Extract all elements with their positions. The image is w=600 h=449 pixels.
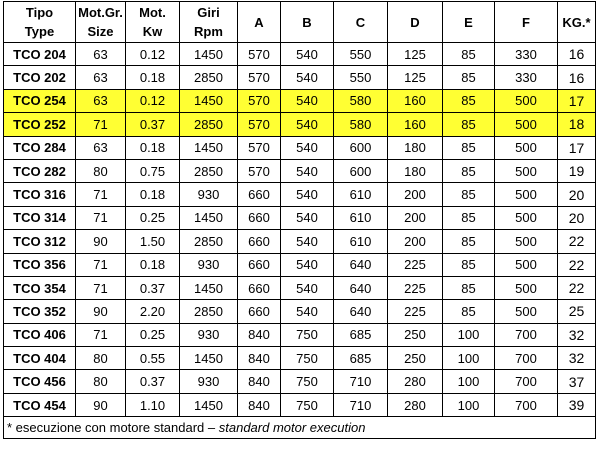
- table-cell: 2850: [180, 113, 238, 136]
- table-cell: 540: [281, 89, 334, 112]
- table-cell: 250: [388, 323, 443, 346]
- table-cell: 0.37: [126, 370, 180, 393]
- table-cell: 0.37: [126, 113, 180, 136]
- table-cell: 0.12: [126, 43, 180, 66]
- type-cell: TCO 354: [4, 276, 76, 299]
- table-cell: 500: [495, 159, 558, 182]
- table-cell: 700: [495, 393, 558, 416]
- table-cell: 80: [76, 347, 126, 370]
- table-cell: 540: [281, 300, 334, 323]
- table-cell: 500: [495, 230, 558, 253]
- table-cell: 540: [281, 230, 334, 253]
- table-cell: 100: [443, 370, 495, 393]
- table-row: [4, 66, 596, 89]
- table-cell: 80: [76, 370, 126, 393]
- table-cell: 2850: [180, 159, 238, 182]
- table-cell: 710: [334, 393, 388, 416]
- table-row: [4, 276, 596, 299]
- table-cell: 660: [238, 276, 281, 299]
- table-cell: 280: [388, 393, 443, 416]
- table-cell: 500: [495, 206, 558, 229]
- table-cell: 1450: [180, 206, 238, 229]
- table-cell: 0.37: [126, 276, 180, 299]
- table-cell: 16: [558, 66, 596, 89]
- table-cell: 570: [238, 136, 281, 159]
- table-cell: 540: [281, 253, 334, 276]
- table-row: [4, 206, 596, 229]
- table-cell: 500: [495, 300, 558, 323]
- table-cell: 700: [495, 347, 558, 370]
- table-cell: 0.18: [126, 66, 180, 89]
- table-row: [4, 43, 596, 66]
- table-cell: 85: [443, 136, 495, 159]
- footnote-prefix: * esecuzione con motore standard –: [7, 420, 219, 436]
- table-cell: 63: [76, 43, 126, 66]
- table-body: [4, 43, 596, 417]
- header-label: Mot.: [139, 5, 166, 20]
- table-cell: 37: [558, 370, 596, 393]
- table-cell: 180: [388, 136, 443, 159]
- table-cell: 540: [281, 276, 334, 299]
- table-cell: 0.18: [126, 136, 180, 159]
- table-cell: 685: [334, 323, 388, 346]
- header-label: Giri: [197, 5, 220, 20]
- table-cell: 550: [334, 43, 388, 66]
- table-cell: 2850: [180, 230, 238, 253]
- table-cell: 22: [558, 276, 596, 299]
- table-cell: 90: [76, 393, 126, 416]
- table-cell: 610: [334, 183, 388, 206]
- table-cell: 20: [558, 183, 596, 206]
- table-cell: 1450: [180, 89, 238, 112]
- table-cell: 750: [281, 323, 334, 346]
- type-cell: TCO 316: [4, 183, 76, 206]
- table-cell: 660: [238, 300, 281, 323]
- table-cell: 930: [180, 370, 238, 393]
- table-cell: 0.12: [126, 89, 180, 112]
- table-cell: 500: [495, 136, 558, 159]
- table-cell: 85: [443, 43, 495, 66]
- type-cell: TCO 406: [4, 323, 76, 346]
- table-cell: 1.50: [126, 230, 180, 253]
- type-cell: TCO 202: [4, 66, 76, 89]
- table-cell: 610: [334, 206, 388, 229]
- table-cell: 19: [558, 159, 596, 182]
- table-cell: 85: [443, 183, 495, 206]
- type-cell: TCO 252: [4, 113, 76, 136]
- type-cell: TCO 282: [4, 159, 76, 182]
- table-cell: 500: [495, 253, 558, 276]
- table-cell: 63: [76, 136, 126, 159]
- table-row: [4, 159, 596, 182]
- table-cell: 85: [443, 230, 495, 253]
- table-cell: 85: [443, 253, 495, 276]
- table-row: [4, 113, 596, 136]
- table-cell: 225: [388, 276, 443, 299]
- table-cell: 500: [495, 183, 558, 206]
- table-cell: 540: [281, 43, 334, 66]
- table-row: [4, 230, 596, 253]
- table-cell: 32: [558, 347, 596, 370]
- header-label: Mot.Gr.: [78, 5, 123, 20]
- table-cell: 100: [443, 393, 495, 416]
- table-cell: 85: [443, 206, 495, 229]
- header-cell: [495, 2, 558, 43]
- table-cell: 17: [558, 89, 596, 112]
- table-cell: 85: [443, 113, 495, 136]
- table-cell: 550: [334, 66, 388, 89]
- table-row: [4, 393, 596, 416]
- header-label: E: [464, 14, 473, 30]
- table-cell: 71: [76, 323, 126, 346]
- table-cell: 750: [281, 393, 334, 416]
- table-cell: 540: [281, 206, 334, 229]
- table-cell: 640: [334, 300, 388, 323]
- table-cell: 750: [281, 370, 334, 393]
- table-cell: 840: [238, 323, 281, 346]
- type-cell: TCO 352: [4, 300, 76, 323]
- header-cell: [76, 2, 126, 43]
- table-cell: 840: [238, 347, 281, 370]
- table-cell: 640: [334, 276, 388, 299]
- table-cell: 580: [334, 89, 388, 112]
- table-cell: 0.55: [126, 347, 180, 370]
- table-cell: 540: [281, 113, 334, 136]
- table-cell: 660: [238, 206, 281, 229]
- table-cell: 610: [334, 230, 388, 253]
- table-cell: 63: [76, 66, 126, 89]
- table-row: [4, 183, 596, 206]
- header-sublabel: Rpm: [194, 24, 223, 39]
- table-cell: 840: [238, 393, 281, 416]
- table-cell: 685: [334, 347, 388, 370]
- table-cell: 1450: [180, 276, 238, 299]
- table-cell: 280: [388, 370, 443, 393]
- spec-table-container: [3, 1, 596, 439]
- table-row: [4, 370, 596, 393]
- table-cell: 1450: [180, 43, 238, 66]
- table-cell: 1.10: [126, 393, 180, 416]
- table-cell: 1450: [180, 347, 238, 370]
- type-cell: TCO 456: [4, 370, 76, 393]
- spec-table: [3, 1, 596, 439]
- table-cell: 90: [76, 300, 126, 323]
- table-cell: 85: [443, 276, 495, 299]
- table-cell: 16: [558, 43, 596, 66]
- table-cell: 85: [443, 159, 495, 182]
- header-sublabel: Type: [24, 24, 55, 39]
- table-cell: 0.25: [126, 323, 180, 346]
- table-cell: 180: [388, 159, 443, 182]
- type-cell: TCO 454: [4, 393, 76, 416]
- table-cell: 580: [334, 113, 388, 136]
- header-label: Tipo: [25, 5, 54, 20]
- table-cell: 700: [495, 370, 558, 393]
- header-cell: [558, 2, 596, 43]
- table-cell: 22: [558, 253, 596, 276]
- table-cell: 0.25: [126, 206, 180, 229]
- table-row: [4, 136, 596, 159]
- type-cell: TCO 254: [4, 89, 76, 112]
- table-cell: 100: [443, 347, 495, 370]
- table-row: [4, 253, 596, 276]
- table-cell: 540: [281, 159, 334, 182]
- table-cell: 540: [281, 136, 334, 159]
- table-cell: 2850: [180, 300, 238, 323]
- table-cell: 930: [180, 323, 238, 346]
- header-label: C: [355, 14, 366, 30]
- table-cell: 25: [558, 300, 596, 323]
- table-cell: 39: [558, 393, 596, 416]
- table-cell: 100: [443, 323, 495, 346]
- table-cell: 710: [334, 370, 388, 393]
- type-cell: TCO 284: [4, 136, 76, 159]
- table-cell: 125: [388, 43, 443, 66]
- table-cell: 18: [558, 113, 596, 136]
- table-cell: 500: [495, 113, 558, 136]
- table-cell: 750: [281, 347, 334, 370]
- table-cell: 225: [388, 300, 443, 323]
- type-cell: TCO 404: [4, 347, 76, 370]
- header-cell: [443, 2, 495, 43]
- table-row: [4, 323, 596, 346]
- table-cell: 570: [238, 89, 281, 112]
- table-cell: 85: [443, 300, 495, 323]
- table-cell: 160: [388, 89, 443, 112]
- table-cell: 85: [443, 89, 495, 112]
- footnote: [4, 417, 596, 439]
- header-cell: [238, 2, 281, 43]
- header-cell: [126, 2, 180, 43]
- table-cell: 660: [238, 183, 281, 206]
- table-cell: 930: [180, 183, 238, 206]
- table-cell: 250: [388, 347, 443, 370]
- table-cell: 125: [388, 66, 443, 89]
- type-cell: TCO 312: [4, 230, 76, 253]
- table-cell: 200: [388, 183, 443, 206]
- table-cell: 0.75: [126, 159, 180, 182]
- header-label: F: [522, 14, 530, 30]
- table-cell: 540: [281, 183, 334, 206]
- footnote-row: [4, 417, 596, 439]
- table-cell: 2850: [180, 66, 238, 89]
- table-cell: 570: [238, 66, 281, 89]
- table-cell: 500: [495, 89, 558, 112]
- header-cell: [334, 2, 388, 43]
- table-cell: 32: [558, 323, 596, 346]
- table-cell: 840: [238, 370, 281, 393]
- header-sublabel: Kw: [142, 24, 163, 39]
- table-cell: 1450: [180, 136, 238, 159]
- table-row: [4, 89, 596, 112]
- footnote-italic: standard motor execution: [218, 420, 366, 436]
- type-cell: TCO 314: [4, 206, 76, 229]
- table-cell: 500: [495, 276, 558, 299]
- table-cell: 85: [443, 66, 495, 89]
- table-cell: 570: [238, 113, 281, 136]
- header-label: A: [254, 14, 264, 30]
- table-cell: 200: [388, 230, 443, 253]
- header-label: KG.*: [562, 14, 591, 30]
- table-cell: 2.20: [126, 300, 180, 323]
- table-cell: 90: [76, 230, 126, 253]
- header-row: [4, 2, 596, 43]
- header-sublabel: Size: [87, 24, 114, 39]
- header-cell: [281, 2, 334, 43]
- table-cell: 71: [76, 183, 126, 206]
- table-cell: 80: [76, 159, 126, 182]
- table-cell: 570: [238, 159, 281, 182]
- type-cell: TCO 356: [4, 253, 76, 276]
- table-cell: 71: [76, 113, 126, 136]
- table-cell: 570: [238, 43, 281, 66]
- table-cell: 640: [334, 253, 388, 276]
- table-cell: 160: [388, 113, 443, 136]
- table-cell: 17: [558, 136, 596, 159]
- table-cell: 600: [334, 136, 388, 159]
- table-cell: 0.18: [126, 183, 180, 206]
- header-cell: [388, 2, 443, 43]
- table-cell: 660: [238, 230, 281, 253]
- table-cell: 540: [281, 66, 334, 89]
- table-cell: 330: [495, 43, 558, 66]
- header-label: D: [410, 14, 420, 30]
- table-cell: 700: [495, 323, 558, 346]
- table-cell: 20: [558, 206, 596, 229]
- table-cell: 600: [334, 159, 388, 182]
- table-cell: 71: [76, 253, 126, 276]
- table-cell: 22: [558, 230, 596, 253]
- table-cell: 225: [388, 253, 443, 276]
- table-row: [4, 347, 596, 370]
- table-cell: 71: [76, 206, 126, 229]
- header-cell: [4, 2, 76, 43]
- table-cell: 660: [238, 253, 281, 276]
- header-label: B: [302, 14, 312, 30]
- table-cell: 63: [76, 89, 126, 112]
- header-cell: [180, 2, 238, 43]
- table-cell: 1450: [180, 393, 238, 416]
- table-cell: 0.18: [126, 253, 180, 276]
- table-cell: 200: [388, 206, 443, 229]
- table-cell: 71: [76, 276, 126, 299]
- type-cell: TCO 204: [4, 43, 76, 66]
- table-cell: 930: [180, 253, 238, 276]
- table-row: [4, 300, 596, 323]
- table-cell: 330: [495, 66, 558, 89]
